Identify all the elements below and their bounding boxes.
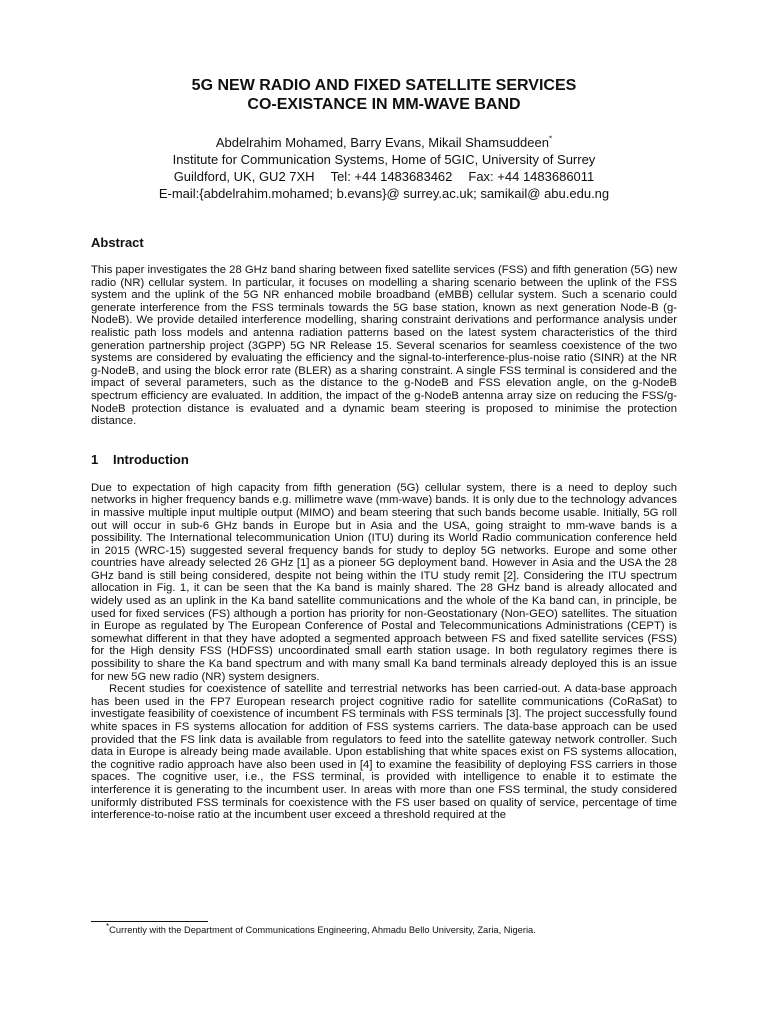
paper-page [91,76,677,822]
author-fax: Fax: +44 1483686011 [468,169,595,184]
section-number: 1 [91,451,99,467]
author-contact-line [91,168,677,185]
author-tel: Tel: +44 1483683462 [330,169,453,184]
introduction-paragraph-2: Recent studies for coexistence of satellite and terrestrial networks has been carried-out. A data-base approach has been used in the FP7 European research project cognitive radio for satellite communications (CoRaSat) to investigate feasibility of coexistence of incumbent FS terminals with FSS terminals [3]. The project successfully found white spaces in FS systems allocation for addition of FSS systems carriers. The data-base approach can be used provided that the FS link data is available from regulators to feed into the satellite gateway network controller. Such data in Europe is already being made available. Upon establishing that white spaces exist on FS systems allocation, the cognitive radio approach have also been used in [4] to examine the feasibility of deploying FSS carriers in those spaces. The cognitive user, i.e., the FSS terminal, is provided with intelligence to enable it to estimate the interference it is generating to the incumbent user. In areas with more than one FSS terminal, the study considered uniformly distributed FSS terminals for coexistence with the FS user based on quality of service, percentage of time interference-to-noise ratio at the incumbent user exceed a threshold required at the [91,683,677,822]
title-block [91,76,677,114]
author-address: Guildford, UK, GU2 7XH [173,169,315,184]
introduction-heading [91,452,677,468]
abstract-text: This paper investigates the 28 GHz band sharing between fixed satellite services (FSS) and fifth generation (5G) new radio (NR) cellular system. In particular, it focuses on modelling a sharing scenario between the uplink of the FSS system and the uplink of the 5G NR enhanced mobile broadband (eMBB) cellular system. Such a scenario could generate interference from the FSS terminals towards the 5G base station, known as next generation Node-B (g-NodeB). We provide detailed interference modelling, sharing constraint derivations and performance analysis under realistic path loss models and antenna radiation patterns based on the latest system characteristics of the third generation partnership project (3GPP) 5G NR Release 15. Several scenarios for seamless coexistence of the two systems are considered by evaluating the efficiency and the signal-to-interference-plus-noise ratio (SINR) at the NR g-NodeB, and using the block error rate (BLER) as a sharing constraint. A single FSS terminal is considered and the impact of several parameters, such as the distance to the g-NodeB and FSS elevation angle, on the g-NodeB spectrum efficiency are evaluated. In addition, the impact of the g-NodeB antenna array size on reducing the FSS/g-NodeB protection distance is evaluated and a dynamic beam steering is proposed to minimise the protection distance. [91,264,677,428]
author-institute: Institute for Communication Systems, Home of 5GIC, University of Surrey [172,152,596,167]
footnote [106,921,536,936]
title-line-2: CO-EXISTANCE IN MM-WAVE BAND [247,96,521,113]
introduction-paragraph-1: Due to expectation of high capacity from fifth generation (5G) cellular system, there is a need to deploy such networks in higher frequency bands e.g. millimetre wave (mm-wave) bands. It is only due to the technology advances in massive multiple input multiple output (MIMO) and beam steering that such bands become usable. Initially, 5G roll out will occur in sub-6 GHz bands in Europe but in Asia and the USA, going straight to mm-wave bands is a possibility. The International telecommunication Union (ITU) during its World Radio communication conference held in 2015 (WRC-15) suggested several frequency bands for study to deploy 5G networks. Europe and some other countries have already selected 26 GHz [1] as a pioneer 5G deployment band. However in Asia and the USA the 28 GHz band is still being considered, despite not being within the ITU study remit [2]. Considering the ITU spectrum allocation in Fig. 1, it can be seen that the Ka band is mainly shared. The 28 GHz band is already allocated and widely used as an uplink in the Ka band satellite communications and the whole of the Ka band can, in principle, be used for fixed services (FS) although a portion has priority for non-Geostationary (Non-GEO) satellites. The situation in Europe as regulated by The European Conference of Postal and Telecommunications Administrations (CEPT) is somewhat different in that they have adopted a segmented approach between FS and fixed satellite services (FSS) for the High density FSS (HDFSS) uncoordinated small earth station usage. In both regulatory regimes there is possibility to share the Ka band spectrum and with many small Ka band terminals already deployed this is an issue for new 5G new radio (NR) system designers. [91,481,677,683]
title-line-1: 5G NEW RADIO AND FIXED SATELLITE SERVICES [191,77,577,94]
footnote-mark: * [106,921,110,931]
section-title: Introduction [113,451,189,467]
author-block [91,134,677,202]
author-names: Abdelrahim Mohamed, Barry Evans, Mikail Shamsuddeen [215,135,549,150]
author-footnote-mark: * [548,134,553,144]
footnote-text: Currently with the Department of Communications Engineering, Ahmadu Bello University, Zaria, Nigeria. [109,925,536,935]
author-email: E-mail:{abdelrahim.mohamed; b.evans}@ surrey.ac.uk; samikail@ abu.edu.ng [158,186,610,201]
abstract-heading: Abstract [91,235,144,250]
author-names-line [91,134,677,151]
